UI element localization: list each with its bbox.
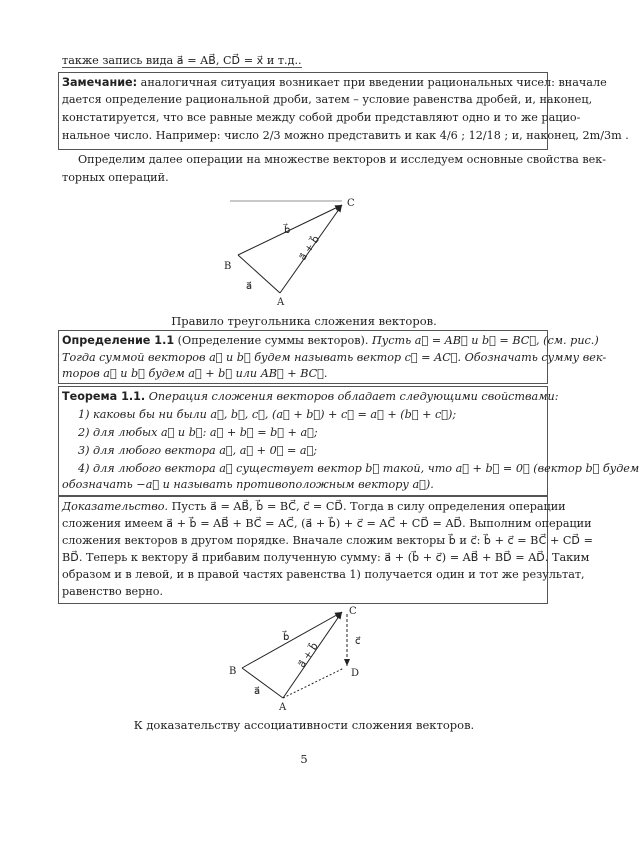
fig2-vector-sum-label: a⃗ + b⃗ [296,640,321,670]
definition-line-1: Определение 1.1 (Определение суммы векторов). Пусть a⃗ = AB⃗ и b⃗ = BC⃗, (см. рис.) [62,334,599,347]
definition-line-2: Тогда суммой векторов a⃗ и b⃗ будем называть вектор c⃗ = AC⃗. Обозначать сумму век- [62,351,607,364]
vector-sum-label: a⃗ + b⃗ [297,234,323,263]
proof-line-3: сложения векторов в другом порядке. Вначале сложим векторы b⃗ и c⃗: b⃗ + c⃗ = BC⃗ + CD⃗ = [62,534,593,547]
remark-line-1: Замечание: аналогичная ситуация возникает при введении рациональных чисел: вначале [62,76,607,89]
proof-line-1: Доказательство. Пусть a⃗ = AB⃗, b⃗ = BC⃗, c⃗ = CD⃗. Тогда в силу определения операции [62,500,566,513]
theorem-item-4: 4) для любого вектора a⃗ существует вектор b⃗ такой, что a⃗ + b⃗ = 0⃗ (вектор b⃗ будем [78,462,639,475]
point-a-label: A [277,297,285,308]
text-line-continuation: также запись вида a⃗ = AB⃗, CD⃗ = x⃗ и т.д.. [62,54,302,67]
theorem-item-2: 2) для любых a⃗ и b⃗: a⃗ + b⃗ = b⃗ + a⃗; [78,426,318,439]
theorem-title-line: Теорема 1.1. Операция сложения векторов обладает следующими свойствами: [62,390,559,403]
remark-line-3: констатируется, что все равные между собой дроби представляют одно и то же рацио- [62,111,581,124]
fig2-vector-a [242,668,283,698]
point-b-label: B [224,261,232,272]
fig2-vector-c-label: c⃗ [355,636,361,647]
fig2-vector-ad [283,668,344,698]
fig2-point-b-label: B [229,666,237,677]
fig2-point-c-label: C [349,606,357,617]
page-number: 5 [300,752,308,766]
triangle-rule-figure [0,190,600,310]
definition-line-3: торов a⃗ и b⃗ будем a⃗ + b⃗ или AB⃗ + BC⃗. [62,367,328,380]
proof-line-5: образом и в левой, и в правой частях равенства 1) получается один и тот же результат, [62,568,585,581]
fig2-vector-b-label: b⃗ [283,632,290,643]
vector-b-label: b⃗ [284,225,291,236]
theorem-item-3: 3) для любого вектора a⃗, a⃗ + 0⃗ = a⃗; [78,444,318,457]
paragraph-line-2: торных операций. [62,171,169,184]
proof-line-6: равенство верно. [62,585,164,598]
theorem-item-4-cont: обозначать −a⃗ и называть противоположным вектору a⃗). [62,478,434,491]
vector-a-line [238,255,280,293]
paragraph-line-1: Определим далее операции на множестве векторов и исследуем основные свойства век- [78,153,607,166]
fig2-point-d-label: D [351,668,360,679]
proof-line-2: сложения имеем a⃗ + b⃗ = AB⃗ + BC⃗ = AC⃗, (a⃗ + b⃗) + c⃗ = AC⃗ + CD⃗ = AD⃗. Выполним операции [62,517,592,530]
point-c-label: C [347,198,355,209]
figure1-caption: Правило треугольника сложения векторов. [171,314,437,328]
vector-a-label: a⃗ [246,281,253,292]
theorem-item-1: 1) каковы бы ни были a⃗, b⃗, c⃗, (a⃗ + b⃗) + c⃗ = a⃗ + (b⃗ + c⃗); [78,408,457,421]
fig2-vector-b [242,612,342,668]
fig2-point-a-label: A [279,702,287,713]
remark-line-2: дается определение рациональной дроби, затем – условие равенства дробей, и, наконец, [62,93,593,106]
figure2-caption: К доказательству ассоциативности сложения векторов. [133,718,475,732]
associativity-figure [0,602,600,714]
proof-line-4: BD⃗. Теперь к вектору a⃗ прибавим полученную сумму: a⃗ + (b⃗ + c⃗) = AB⃗ + BD⃗ = AD⃗. Таким [62,551,590,564]
fig2-vector-a-label: a⃗ [254,686,261,697]
remark-line-4: нальное число. Например: число 2/3 можно представить и как 4/6 ; 12/18 ; и, наконец, 2m/3m . [62,129,629,142]
